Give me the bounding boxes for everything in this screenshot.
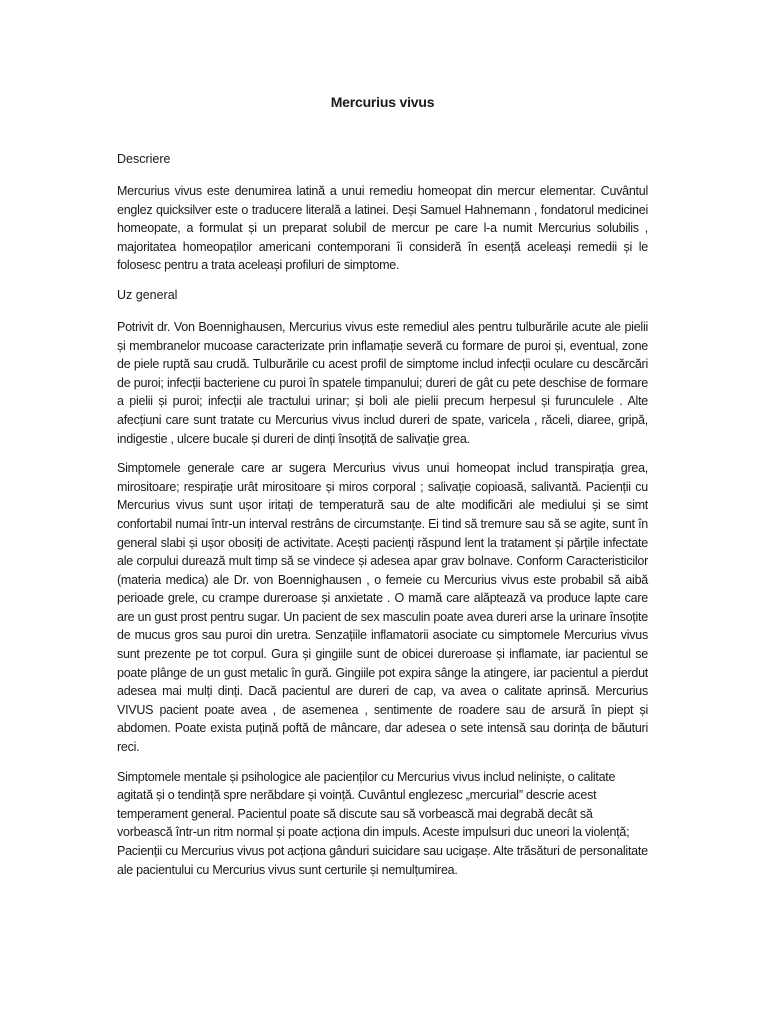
paragraph-descriere: Mercurius vivus este denumirea latină a unui remediu homeopat din mercur elementar. Cuvântul englez quicksilver este o traducere literală a latinei. Deși Samuel Hahnemann , fondatorul medicinei homeopate, a formulat și un preparat solubil de mercur pe care l-a numit Mercurius solubilis , majoritatea homeopaților americani contemporani îi consideră în esență aceleași remedii și le folosesc pentru a trata aceleași profiluri de simptome. [117, 184, 648, 273]
paragraph-uz-general-3: Simptomele mentale și psihologice ale pacienților cu Mercurius vivus includ neliniște, o calitate agitată și o tendință spre nerăbdare și voință. Cuvântul englezesc „mercurial” descrie acest temperament general. Pacientul poate să discute sau să vorbească mai degrabă decât să vorbească într-un ritm normal și poate acționa din impuls. Aceste impulsuri duc uneori la violență; Pacienții cu Mercurius vivus pot acționa gânduri suicidare sau ucigașe. Alte trăsături de personalitate ale pacientului cu Mercurius vivus sunt certurile și nemulțumirea. [117, 769, 648, 877]
section-heading-descriere: Descriere [117, 152, 171, 166]
paragraph-uz-general-1: Potrivit dr. Von Boennighausen, Mercurius vivus este remediul ales pentru tulburările acute ale pielii și membranelor mucoase caracterizate prin inflamație severă cu formare de puroi și, eventual, zone de piele ruptă sau crudă. Tulburările cu acest profil de simptome includ infecții oculare cu descărcări de puroi; infecții bacteriene cu puroi în spatele timpanului; dureri de gât cu pete deschise de formare a pielii și puroi; infecții ale tractului urinar; și boli ale pielii precum herpesul și furunculele . Alte afecțiuni care sunt tratate cu Mercurius vivus includ dureri de spate, varicela , răceli, diaree, gripă, indigestie , ulcere bucale și dureri de dinți însoțită de salivație grea. [117, 319, 648, 446]
document-page [117, 94, 648, 890]
document-title: Mercurius vivus [330, 94, 435, 110]
paragraph-uz-general-2: Simptomele generale care ar sugera Mercurius vivus unui homeopat includ transpirația grea, mirositoare; respirație urât mirositoare și miros corporal ; salivație copioasă, salivantă. Pacienții cu Mercurius vivus sunt ușor iritați de temperatură sau de alte modificări ale mediului și se simt confortabil numai într-un interval restrâns de circumstanțe. Ei tind să tremure sau să se agite, sunt în general slabi și ușor obosiți de activitate. Acești pacienți răspund lent la tratament și părțile infectate ale corpului durează mult timp să se vindece și adesea apar grav bolnave. Conform Caracteristicilor (materia medica) ale Dr. von Boennighausen , o femeie cu Mercurius vivus este probabil să aibă perioade grele, cu crampe dureroase și anxietate . O mamă care alăptează va produce lapte care are un gust prost pentru sugar. Un pacient de sex masculin poate avea dureri arse la urinare însoțite de mucus gros sau puroi din uretra. Senzațiile inflamatorii asociate cu simptomele Mercurius vivus sunt prezente pe tot corpul. Gura și gingiile sunt de obicei dureroase și inflamate, iar pacientul se poate plânge de un gust metalic în gură. Gingiile pot expira sânge la atingere, iar pacientul a pierdut adesea mai mulți dinți. Dacă pacientul are dureri de cap, va avea o calitate aprinsă. Mercurius VIVUS pacient poate avea , de asemenea , sentimente de roadere sau de arsură în piept și abdomen. Poate exista puțină poftă de mâncare, dar adesea o sete intensă sau dorința de băuturi reci. [117, 461, 648, 755]
section-heading-uz-general: Uz general [117, 287, 178, 302]
